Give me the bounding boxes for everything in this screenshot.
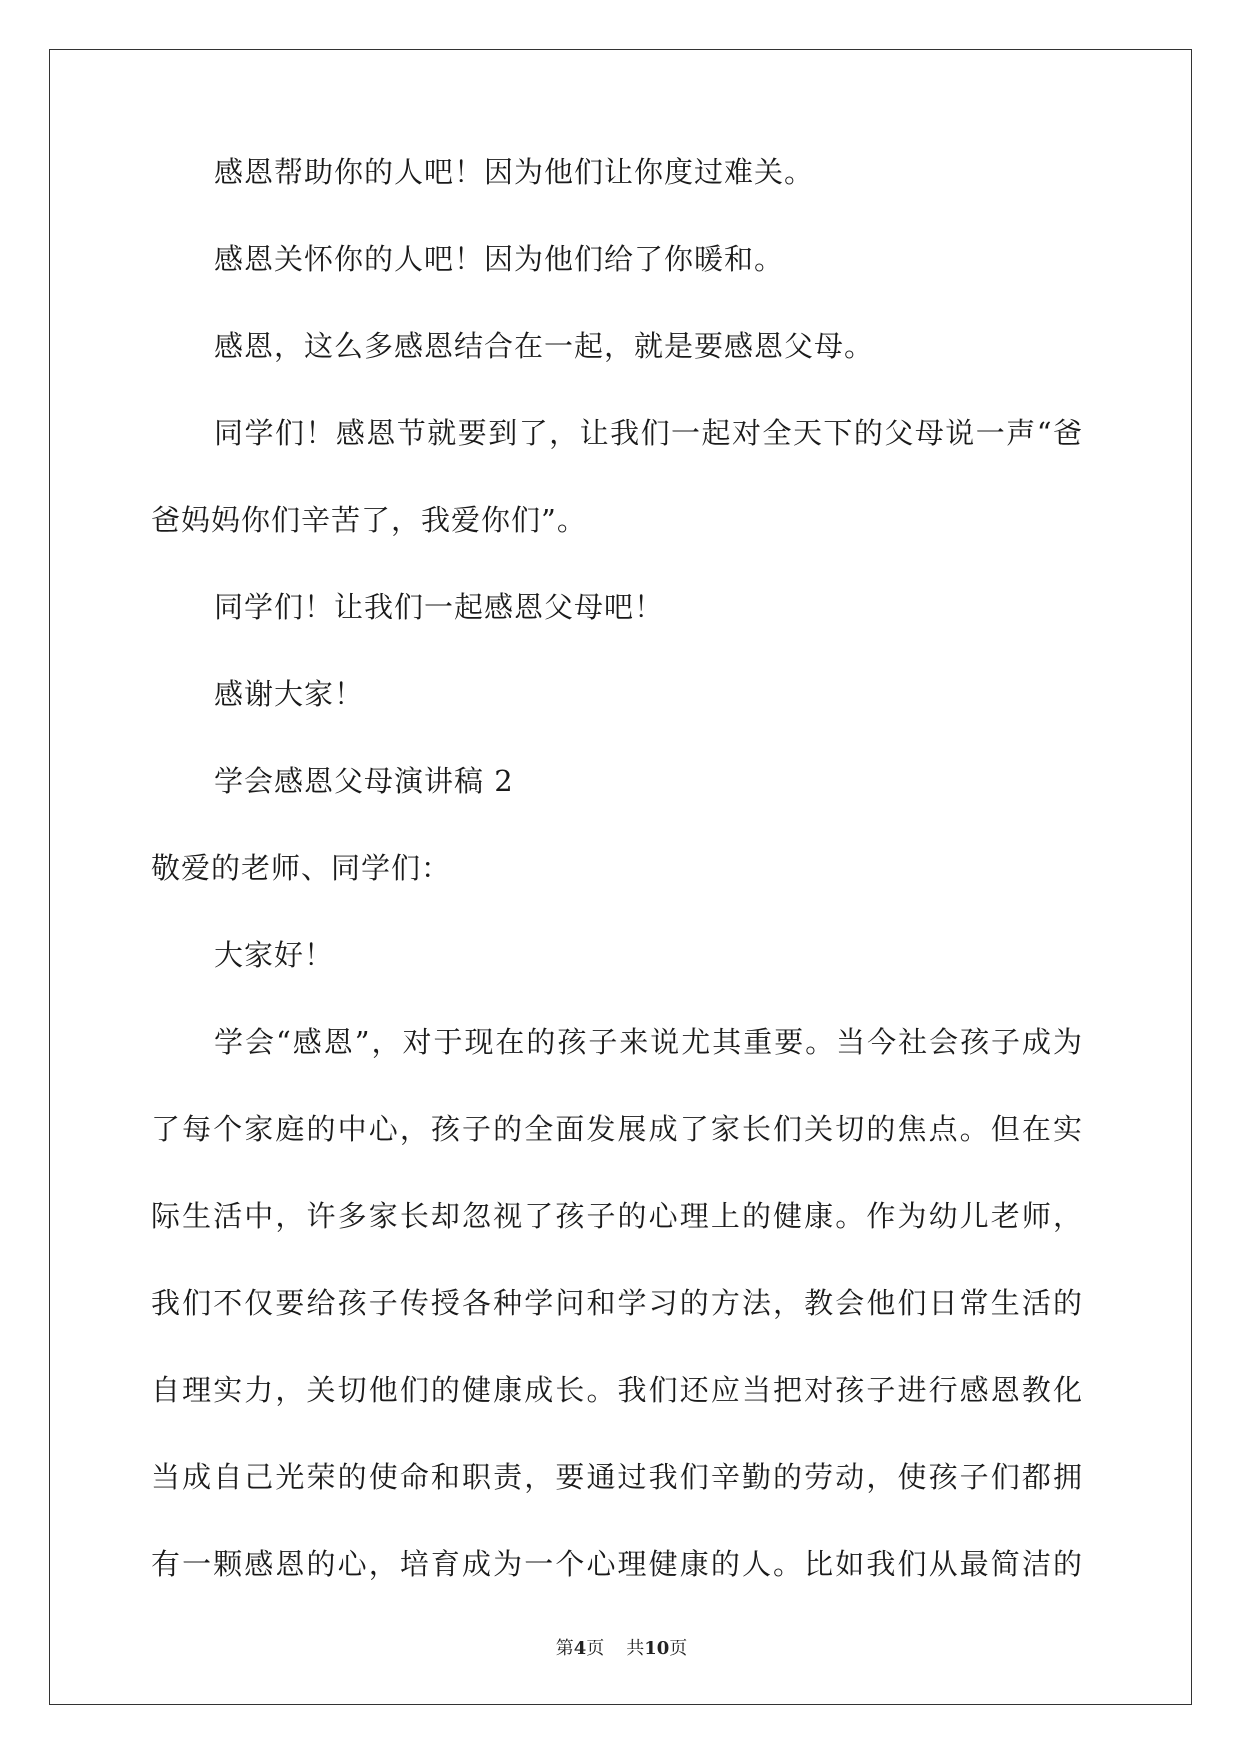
paragraph-line-12: 了每个家庭的中心，孩子的全面发展成了家长们关切的焦点。但在实: [151, 1112, 1083, 1146]
page-total: 10: [644, 1638, 670, 1659]
paragraph-line-2: 感恩关怀你的人吧！因为他们给了你暖和。: [214, 242, 785, 276]
page-footer: [50, 1634, 1193, 1660]
page-frame: [49, 49, 1192, 1705]
paragraph-line-6: 同学们！让我们一起感恩父母吧！: [214, 590, 665, 624]
paragraph-line-7: 感谢大家！: [214, 677, 365, 711]
page-unit: 页: [586, 1638, 605, 1659]
paragraph-line-11: 学会“感恩”，对于现在的孩子来说尤其重要。当今社会孩子成为: [214, 1025, 1083, 1059]
section-title: 学会感恩父母演讲稿 2: [214, 764, 514, 798]
paragraph-line-13: 际生活中，许多家长却忽视了孩子的心理上的健康。作为幼儿老师，: [151, 1199, 1083, 1233]
paragraph-line-4: 同学们！感恩节就要到了，让我们一起对全天下的父母说一声“爸: [214, 416, 1083, 450]
greeting: 大家好！: [214, 938, 335, 972]
paragraph-line-14: 我们不仅要给孩子传授各种学问和学习的方法，教会他们日常生活的: [151, 1286, 1083, 1320]
page-current: 4: [573, 1638, 587, 1659]
total-unit: 页: [669, 1638, 688, 1659]
paragraph-line-15: 自理实力，关切他们的健康成长。我们还应当把对孩子进行感恩教化: [151, 1373, 1083, 1407]
salutation: 敬爱的老师、同学们：: [151, 851, 452, 885]
page-prefix: 第: [555, 1638, 574, 1659]
paragraph-line-16: 当成自己光荣的使命和职责，要通过我们辛勤的劳动，使孩子们都拥: [151, 1460, 1083, 1494]
paragraph-line-5: 爸妈妈你们辛苦了，我爱你们”。: [151, 503, 587, 537]
paragraph-line-17: 有一颗感恩的心，培育成为一个心理健康的人。比如我们从最简洁的: [151, 1547, 1083, 1581]
total-prefix: 共: [626, 1638, 645, 1659]
paragraph-line-1: 感恩帮助你的人吧！因为他们让你度过难关。: [214, 155, 815, 189]
paragraph-line-3: 感恩，这么多感恩结合在一起，就是要感恩父母。: [214, 329, 875, 363]
